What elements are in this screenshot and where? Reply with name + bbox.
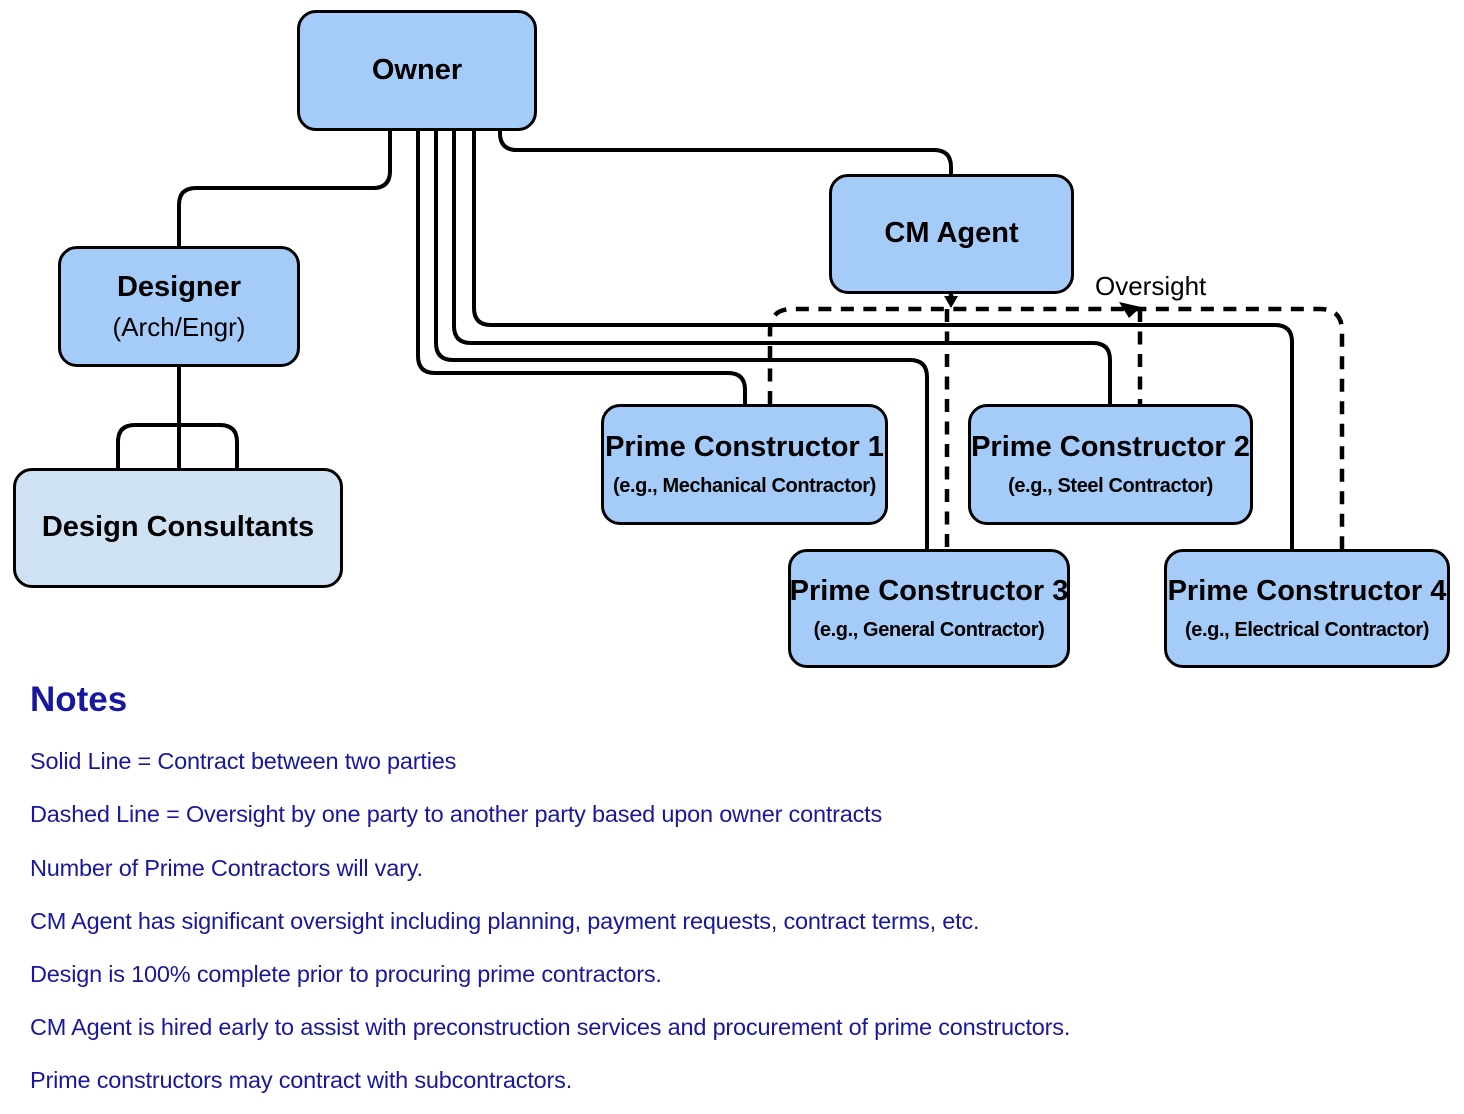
node-pc4-label: Prime Constructor 4	[1167, 575, 1447, 608]
connector-owner-pc1	[418, 131, 745, 404]
node-designer-label: Designer	[116, 270, 242, 303]
connector-owner-cm-agent	[500, 131, 951, 174]
node-cm-agent	[829, 174, 1074, 294]
node-pc4-sublabel: (e.g., Electrical Contractor)	[1184, 618, 1429, 641]
node-pc1-label: Prime Constructor 1	[605, 431, 884, 464]
node-designer	[58, 246, 300, 367]
node-pc2-label: Prime Constructor 2	[971, 431, 1250, 464]
node-pc3-sublabel: (e.g., General Contractor)	[813, 618, 1045, 641]
node-design-consultants	[13, 468, 343, 588]
oversight-label: Oversight	[1095, 271, 1207, 301]
note-dashed-line: Dashed Line = Oversight by one party to another party based upon owner contracts	[30, 801, 883, 828]
notes-heading: Notes	[30, 680, 128, 719]
node-pc1-sublabel: (e.g., Mechanical Contractor)	[613, 474, 876, 497]
node-prime-constructor-3	[788, 549, 1070, 668]
note-solid-line: Solid Line = Contract between two parties	[30, 748, 457, 775]
node-owner	[297, 10, 537, 131]
node-cm-agent-label: CM Agent	[884, 217, 1019, 250]
node-pc3-label: Prime Constructor 3	[789, 575, 1069, 608]
cm-agent-down-arrowhead	[944, 296, 958, 308]
note-cm-agent-hired-early: CM Agent is hired early to assist with preconstruction services and procurement of prime constructors.	[30, 1014, 1071, 1041]
note-prime-contractors-vary: Number of Prime Contractors will vary.	[30, 854, 423, 881]
node-prime-constructor-1	[601, 404, 888, 525]
node-pc2-sublabel: (e.g., Steel Contractor)	[1008, 474, 1213, 497]
note-subcontractors: Prime constructors may contract with subcontractors.	[30, 1067, 573, 1094]
notes-section	[30, 680, 1280, 1114]
node-owner-label: Owner	[371, 53, 463, 86]
connector-owner-designer	[179, 131, 390, 246]
node-prime-constructor-4	[1164, 549, 1450, 668]
node-design-consultants-label: Design Consultants	[41, 511, 315, 544]
node-prime-constructor-2	[968, 404, 1253, 525]
note-design-complete: Design is 100% complete prior to procuring prime contractors.	[30, 960, 662, 987]
note-cm-agent-oversight: CM Agent has significant oversight including planning, payment requests, contract terms, etc.	[30, 907, 980, 934]
node-designer-sublabel: (Arch/Engr)	[112, 311, 246, 342]
